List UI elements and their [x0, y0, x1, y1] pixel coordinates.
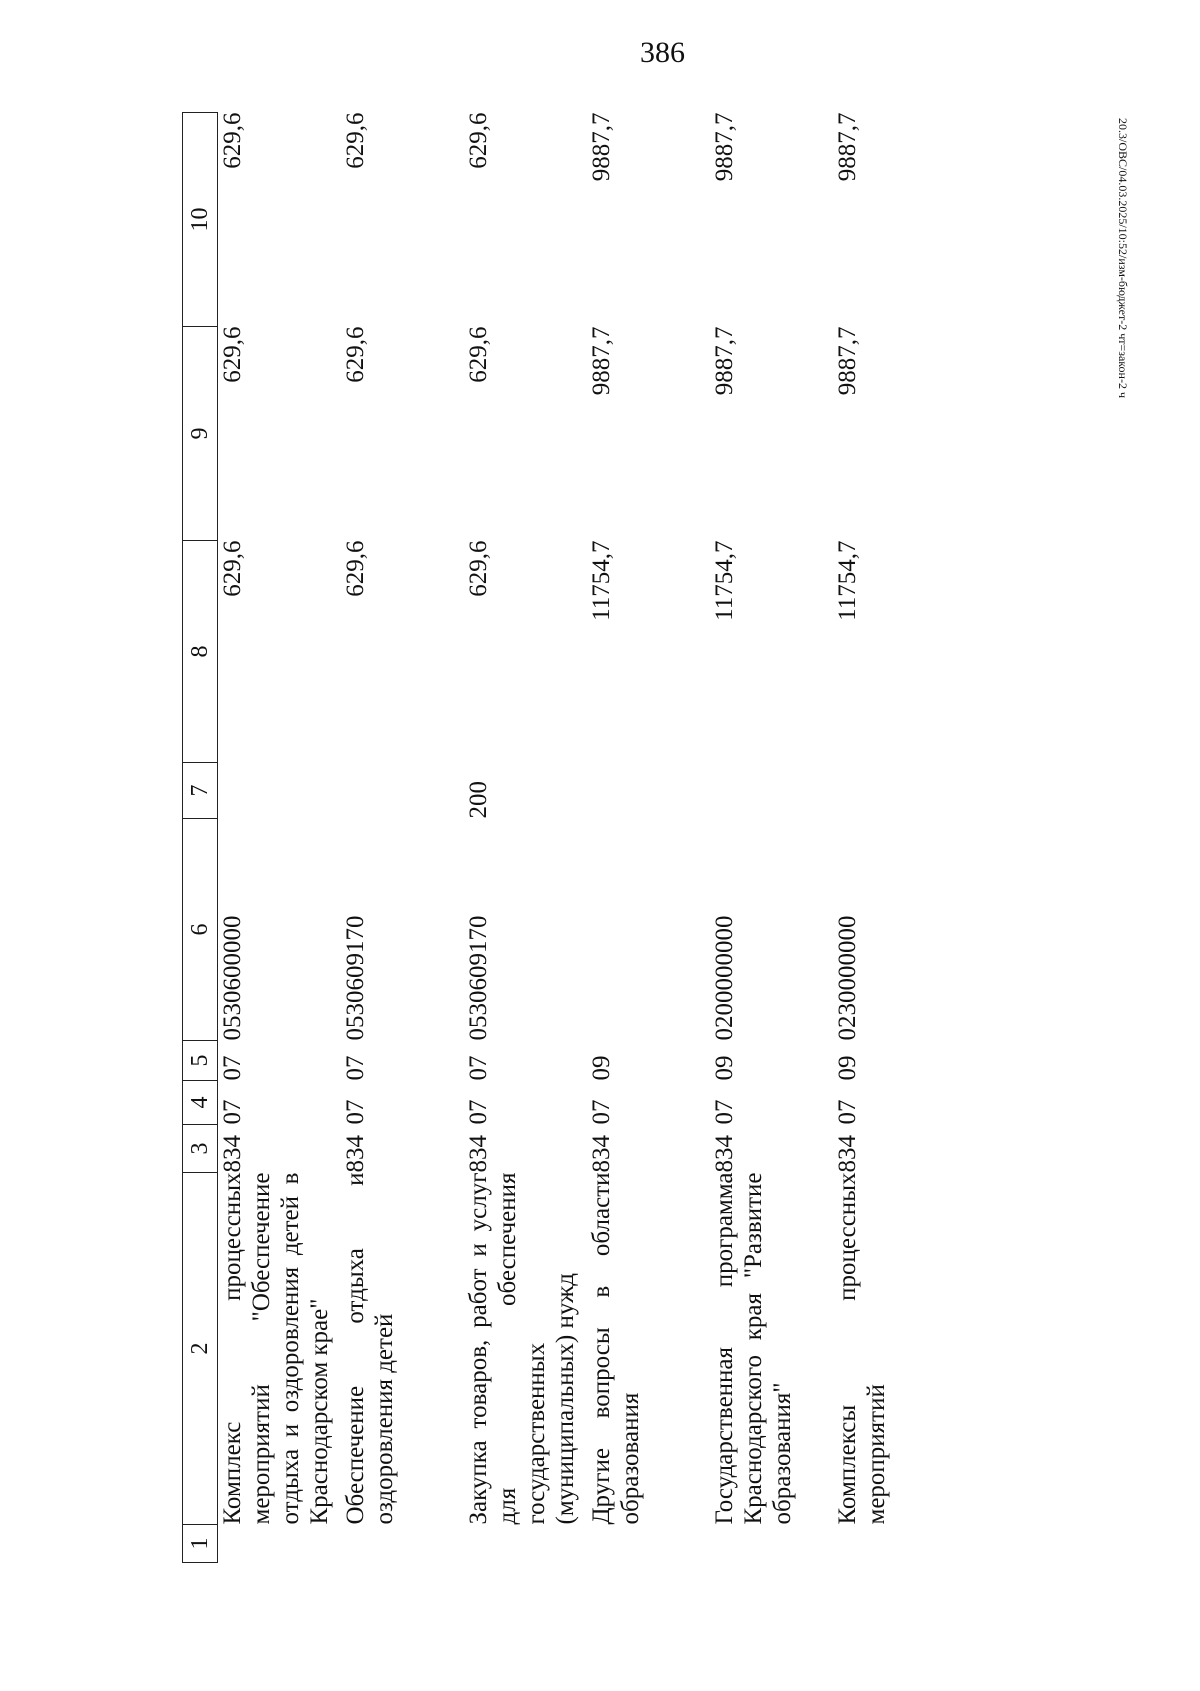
header-col-1: 1: [183, 1525, 218, 1563]
admin-code: 834: [219, 1135, 246, 1173]
header-col-2: 2: [183, 1173, 218, 1525]
admin-code: 834: [587, 1135, 615, 1173]
expense-type-code: [341, 763, 464, 819]
amount-col-9: 629,6: [219, 326, 246, 383]
amount-col-8: 11754,7: [833, 540, 861, 621]
table-row: [218, 113, 341, 1563]
subsection-code: 07: [341, 1055, 369, 1081]
header-col-3: 3: [183, 1125, 218, 1173]
section-code: 07: [464, 1099, 492, 1125]
page-number: 386: [640, 36, 685, 69]
subsection-code: 07: [219, 1055, 246, 1081]
section-code: 07: [710, 1099, 738, 1125]
table-row: [833, 113, 956, 1563]
amount-col-8: 11754,7: [587, 540, 615, 621]
amount-col-8: 11754,7: [710, 540, 738, 621]
target-article-code: 0230000000: [833, 915, 861, 1041]
section-code: 07: [587, 1099, 615, 1125]
amount-col-9: 629,6: [464, 326, 492, 383]
amount-col-10: 9887,7: [587, 112, 615, 182]
amount-col-8: 629,6: [464, 540, 492, 597]
expense-type-code: [833, 763, 956, 819]
target-article-code: 0530609170: [341, 915, 369, 1041]
admin-code: 834: [341, 1135, 369, 1173]
budget-table: [182, 112, 956, 1563]
amount-col-8: 629,6: [341, 540, 369, 597]
header-col-9: 9: [183, 327, 218, 541]
row-name: Закупка товаров, работ и услуг для обеспечения государственных (муниципальных) нужд: [464, 1172, 579, 1525]
amount-col-9: 9887,7: [587, 326, 615, 396]
admin-code: 834: [710, 1135, 738, 1173]
column-number-header-row: [183, 113, 218, 1563]
header-col-4: 4: [183, 1081, 218, 1125]
rotated-budget-table: [182, 113, 952, 1563]
target-article-code: 0530600000: [219, 915, 246, 1041]
document-footer-path: 20.3/ОВС/04.03.2025/10:52/изм-бюджет-2 чт=закон-2 ч: [1116, 118, 1130, 398]
row-name: Комплекс процессных мероприятий "Обеспечение отдыха и оздоровления детей в Краснодарском крае": [219, 1172, 333, 1525]
subsection-code: 09: [833, 1055, 861, 1081]
target-article-code: [587, 819, 710, 1041]
header-col-5: 5: [183, 1041, 218, 1081]
header-col-7: 7: [183, 763, 218, 819]
expense-type-code: [218, 763, 341, 819]
admin-code: 834: [833, 1135, 861, 1173]
section-code: 07: [341, 1099, 369, 1125]
subsection-code: 07: [464, 1055, 492, 1081]
expense-type-code: 200: [464, 781, 492, 819]
header-col-8: 8: [183, 541, 218, 763]
amount-col-9: 9887,7: [710, 326, 738, 396]
subsection-code: 09: [587, 1055, 615, 1081]
amount-col-10: 629,6: [341, 112, 369, 169]
amount-col-10: 9887,7: [833, 112, 861, 182]
expense-type-code: [587, 763, 710, 819]
section-code: 07: [219, 1099, 246, 1125]
amount-col-8: 629,6: [219, 540, 246, 597]
amount-col-10: 629,6: [464, 112, 492, 169]
amount-col-10: 629,6: [219, 112, 246, 169]
target-article-code: 0530609170: [464, 915, 492, 1041]
table-row: [341, 113, 464, 1563]
admin-code: 834: [464, 1135, 492, 1173]
section-code: 07: [833, 1099, 861, 1125]
header-col-10: 10: [183, 113, 218, 327]
table-row: [710, 113, 833, 1563]
subsection-code: 09: [710, 1055, 738, 1081]
header-col-6: 6: [183, 819, 218, 1041]
amount-col-9: 629,6: [341, 326, 369, 383]
amount-col-9: 9887,7: [833, 326, 861, 396]
row-name: Государственная программа Краснодарского края "Развитие образования": [710, 1172, 796, 1525]
row-name: Обеспечение отдыха и оздоровления детей: [341, 1172, 398, 1525]
table-row: [464, 113, 587, 1563]
row-name: Комплексы процессных мероприятий: [833, 1172, 890, 1525]
table-row: [587, 113, 710, 1563]
amount-col-10: 9887,7: [710, 112, 738, 182]
target-article-code: 0200000000: [710, 915, 738, 1041]
expense-type-code: [710, 763, 833, 819]
row-name: Другие вопросы в области образования: [587, 1172, 644, 1525]
